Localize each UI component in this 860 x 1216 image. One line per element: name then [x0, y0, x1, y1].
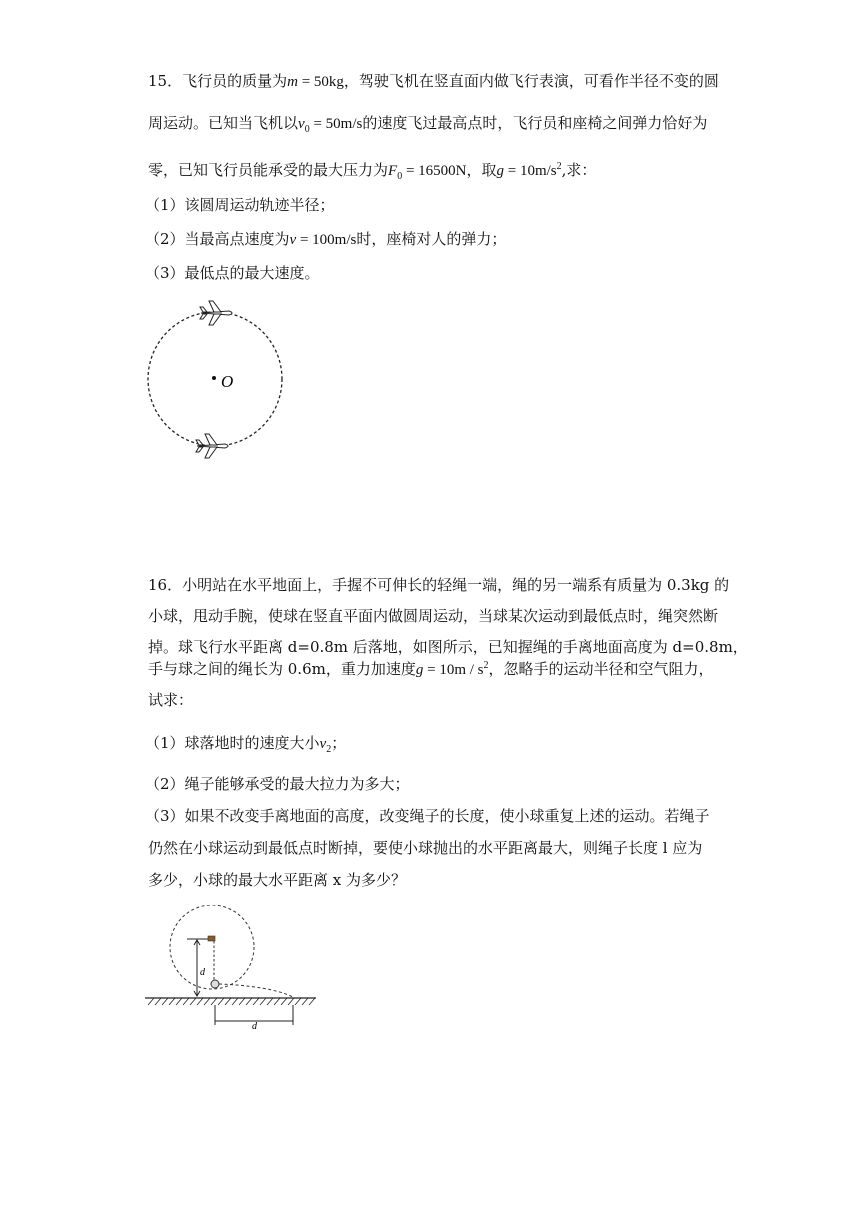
airplane-icon — [196, 434, 228, 458]
center-label: O — [221, 372, 234, 391]
q16-subquestion-3-line-1: （3）如果不改变手离地面的高度，改变绳子的长度，使小球重复上述的运动。若绳子 — [145, 807, 710, 825]
q15-subquestion-2: （2）当最高点速度为v = 100m/s时，座椅对人的弹力； — [145, 230, 507, 248]
q16-line-1: 16．小明站在水平地面上，手握不可伸长的轻绳一端，绳的另一端系有质量为 0.3kg 的 — [148, 576, 730, 594]
q15-line-1: 15．飞行员的质量为m = 50kg，驾驶飞机在竖直面内做飞行表演，可看作半径不变的圆 — [148, 72, 719, 90]
ball — [211, 980, 219, 988]
q16-subquestion-2: （2）绳子能够承受的最大拉力为多大； — [145, 775, 410, 793]
gravity-formula-16: $g = 10m / s^2$ — [415, 660, 489, 678]
height-label: d — [200, 967, 205, 978]
gravity-formula: $g = 10m/s^2$ — [496, 161, 562, 179]
q16-subquestion-3-line-3: 多少，小球的最大水平距离 x 为多少？ — [148, 871, 406, 889]
airplane-icon — [200, 301, 232, 325]
q16-subquestion-1: （1）球落地时的速度大小$v_2$； — [145, 734, 347, 755]
q15-figure — [140, 296, 300, 466]
q15-line-3: 零，已知飞行员能承受的最大压力为$F_0 = 16500N$，取$g = 10m/s^2$,求： — [148, 161, 597, 182]
q15-line-2: 周运动。已知当飞机以$v_0 = 50m/s$的速度飞过最高点时，飞行员和座椅之间弹力恰好为 — [148, 114, 708, 135]
ground-hatching — [148, 998, 315, 1005]
q15-subquestion-3: （3）最低点的最大速度。 — [145, 264, 320, 282]
circular-path — [170, 905, 254, 989]
center-dot — [212, 376, 216, 380]
hand — [208, 936, 215, 941]
speed-formula-2: v = 100m/s — [289, 232, 357, 248]
force-formula: $F_0 = 16500N$ — [388, 163, 467, 182]
q15-subquestion-1: （1）该圆周运动轨迹半径； — [145, 196, 335, 214]
v2-symbol: $v_2$ — [319, 736, 332, 755]
q16-line-4: 手与球之间的绳长为 0.6m，重力加速度$g = 10m / s^2$，忽略手的运动半径和空气阻力， — [148, 660, 714, 678]
trajectory — [219, 984, 293, 997]
q16-subquestion-3-line-2: 仍然在小球运动到最低点时断掉，要使小球抛出的水平距离最大，则绳子长度 l 应为 — [148, 839, 703, 857]
distance-label: d — [252, 1021, 257, 1030]
speed-formula: $v_0 = 50m/s$ — [298, 116, 363, 135]
q16-line-3: 掉。球飞行水平距离 d=0.8m 后落地，如图所示，已知握绳的手离地面高度为 d=0.8m， — [148, 638, 748, 656]
q16-line-2: 小球，甩动手腕，使球在竖直平面内做圆周运动，当球某次运动到最低点时，绳突然断 — [148, 607, 719, 625]
mass-formula: m = 50kg — [287, 74, 344, 90]
q16-figure — [140, 905, 325, 1030]
q16-line-5: 试求： — [148, 691, 194, 709]
